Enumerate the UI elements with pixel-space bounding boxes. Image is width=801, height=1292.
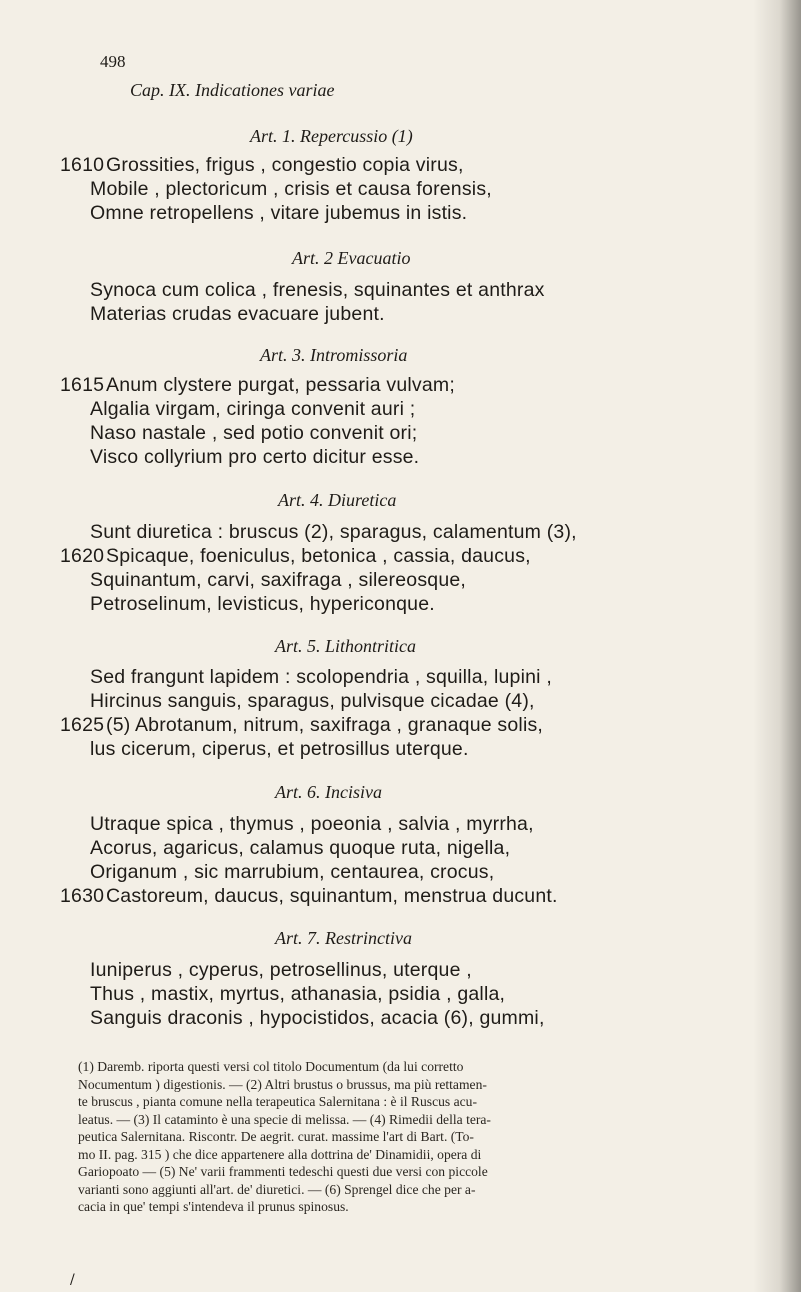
verse-text: Naso nastale , sed potio convenit ori; xyxy=(90,422,418,444)
section-heading: Art. 2 Evacuatio xyxy=(292,248,411,268)
verse-block xyxy=(60,520,750,616)
verse-text: Anum clystere purgat, pessaria vulvam; xyxy=(106,374,455,396)
verse-text: Thus , mastix, myrtus, athanasia, psidia , galla, xyxy=(90,983,506,1005)
footnote-line: (1) Daremb. riporta questi versi col titolo Documentum (da lui corretto xyxy=(78,1059,464,1074)
verse-text: Mobile , plectoricum , crisis et causa forensis, xyxy=(90,178,492,200)
section-heading: Art. 5. Lithontritica xyxy=(275,636,417,656)
verse-text: Algalia virgam, ciringa convenit auri ; xyxy=(90,398,416,420)
running-header: Cap. IX. Indicationes variae xyxy=(130,80,335,100)
verse-line xyxy=(60,177,750,201)
verse-text: Iuniperus , cyperus, petrosellinus, uterque , xyxy=(90,959,472,981)
verse-text: Grossities, frigus , congestio copia virus, xyxy=(106,154,464,176)
verse-line xyxy=(60,544,750,568)
stray-mark: / xyxy=(70,1272,75,1288)
verse-line xyxy=(60,958,750,982)
verse-line xyxy=(60,201,750,225)
section-heading: Art. 4. Diuretica xyxy=(278,490,397,510)
verse-text: Sunt diuretica : bruscus (2), sparagus, calamentum (3), xyxy=(90,521,577,543)
verse-text: Petroselinum, levisticus, hypericonque. xyxy=(90,593,435,615)
verse-line xyxy=(60,421,750,445)
book-page xyxy=(60,0,750,1292)
section-heading: Art. 3. Intromissoria xyxy=(260,345,408,365)
verse-block xyxy=(60,373,750,469)
verse-line xyxy=(60,713,750,737)
footnote-line: Nocumentum ) digestionis. — (2) Altri brustus o brussus, ma più rettamen- xyxy=(78,1076,487,1092)
footnote-line: peutica Salernitana. Riscontr. De aegrit. curat. massime l'art di Bart. (To- xyxy=(78,1129,474,1144)
verse-text: Synoca cum colica , frenesis, squinantes et anthrax xyxy=(90,279,545,301)
verse-line xyxy=(60,812,750,836)
verse-line xyxy=(60,836,750,860)
verse-line xyxy=(60,153,750,177)
verse-text: Materias crudas evacuare jubent. xyxy=(90,303,385,325)
line-number: 1615 xyxy=(60,374,105,396)
verse-text: Utraque spica , thymus , poeonia , salvia , myrrha, xyxy=(90,813,534,835)
verse-text: Sanguis draconis , hypocistidos, acacia (6), gummi, xyxy=(90,1007,545,1029)
footnote-line: cacia in que' tempi s'intendeva il prunus spinosus. xyxy=(78,1199,349,1214)
verse-block xyxy=(60,153,750,225)
section-heading: Art. 7. Restrinctiva xyxy=(275,928,412,948)
footnote-line: Gariopoato — (5) Ne' varii frammenti tedeschi questi due versi con piccole xyxy=(78,1164,488,1179)
verse-line xyxy=(60,520,750,544)
verse-line xyxy=(60,445,750,469)
page-number: 498 xyxy=(100,52,126,71)
verse-line xyxy=(60,1006,750,1030)
line-number: 1620 xyxy=(60,545,105,567)
verse-text: Hircinus sanguis, sparagus, pulvisque cicadae (4), xyxy=(90,690,535,712)
verse-line xyxy=(60,982,750,1006)
footnote-line: mo II. pag. 315 ) che dice appartenere alla dottrina de' Dinamidii, opera di xyxy=(78,1146,482,1162)
verse-line xyxy=(60,373,750,397)
verse-line xyxy=(60,278,750,302)
verse-text: Origanum , sic marrubium, centaurea, crocus, xyxy=(90,861,495,883)
verse-line xyxy=(60,665,750,689)
footnotes xyxy=(78,1058,748,1216)
verse-text: (5) Abrotanum, nitrum, saxifraga , granaque solis, xyxy=(106,714,544,736)
line-number: 1630 xyxy=(60,885,105,907)
verse-text: Squinantum, carvi, saxifraga , silereosque, xyxy=(90,569,467,591)
page-edge-shadow xyxy=(753,0,801,1292)
line-number: 1610 xyxy=(60,154,105,176)
verse-text: Castoreum, daucus, squinantum, menstrua ducunt. xyxy=(106,885,558,907)
verse-line xyxy=(60,592,750,616)
footnote-line: varianti sono aggiunti all'art. de' diuretici. — (6) Sprengel dice che per a- xyxy=(78,1181,476,1197)
verse-text: Sed frangunt lapidem : scolopendria , squilla, lupini , xyxy=(90,666,552,688)
verse-line xyxy=(60,737,750,761)
verse-line xyxy=(60,568,750,592)
verse-text: Spicaque, foeniculus, betonica , cassia, daucus, xyxy=(106,545,531,567)
verse-text: lus cicerum, ciperus, et petrosillus uterque. xyxy=(90,738,469,760)
verse-line xyxy=(60,397,750,421)
verse-text: Visco collyrium pro certo dicitur esse. xyxy=(90,446,420,468)
verse-block xyxy=(60,278,750,326)
verse-text: Acorus, agaricus, calamus quoque ruta, nigella, xyxy=(90,837,511,859)
verse-block xyxy=(60,958,750,1030)
section-heading: Art. 1. Repercussio (1) xyxy=(250,126,413,146)
verse-block xyxy=(60,665,750,761)
line-number: 1625 xyxy=(60,714,105,736)
verse-line xyxy=(60,689,750,713)
footnote-line: te bruscus , pianta comune nella terapeutica Salernitana : è il Ruscus acu- xyxy=(78,1094,477,1109)
section-heading: Art. 6. Incisiva xyxy=(275,782,382,802)
verse-line xyxy=(60,302,750,326)
footnote-line: leatus. — (3) Il cataminto è una specie di melissa. — (4) Rimedii della tera- xyxy=(78,1111,491,1127)
verse-line xyxy=(60,884,750,908)
verse-line xyxy=(60,860,750,884)
verse-text: Omne retropellens , vitare jubemus in istis. xyxy=(90,202,468,224)
verse-block xyxy=(60,812,750,908)
